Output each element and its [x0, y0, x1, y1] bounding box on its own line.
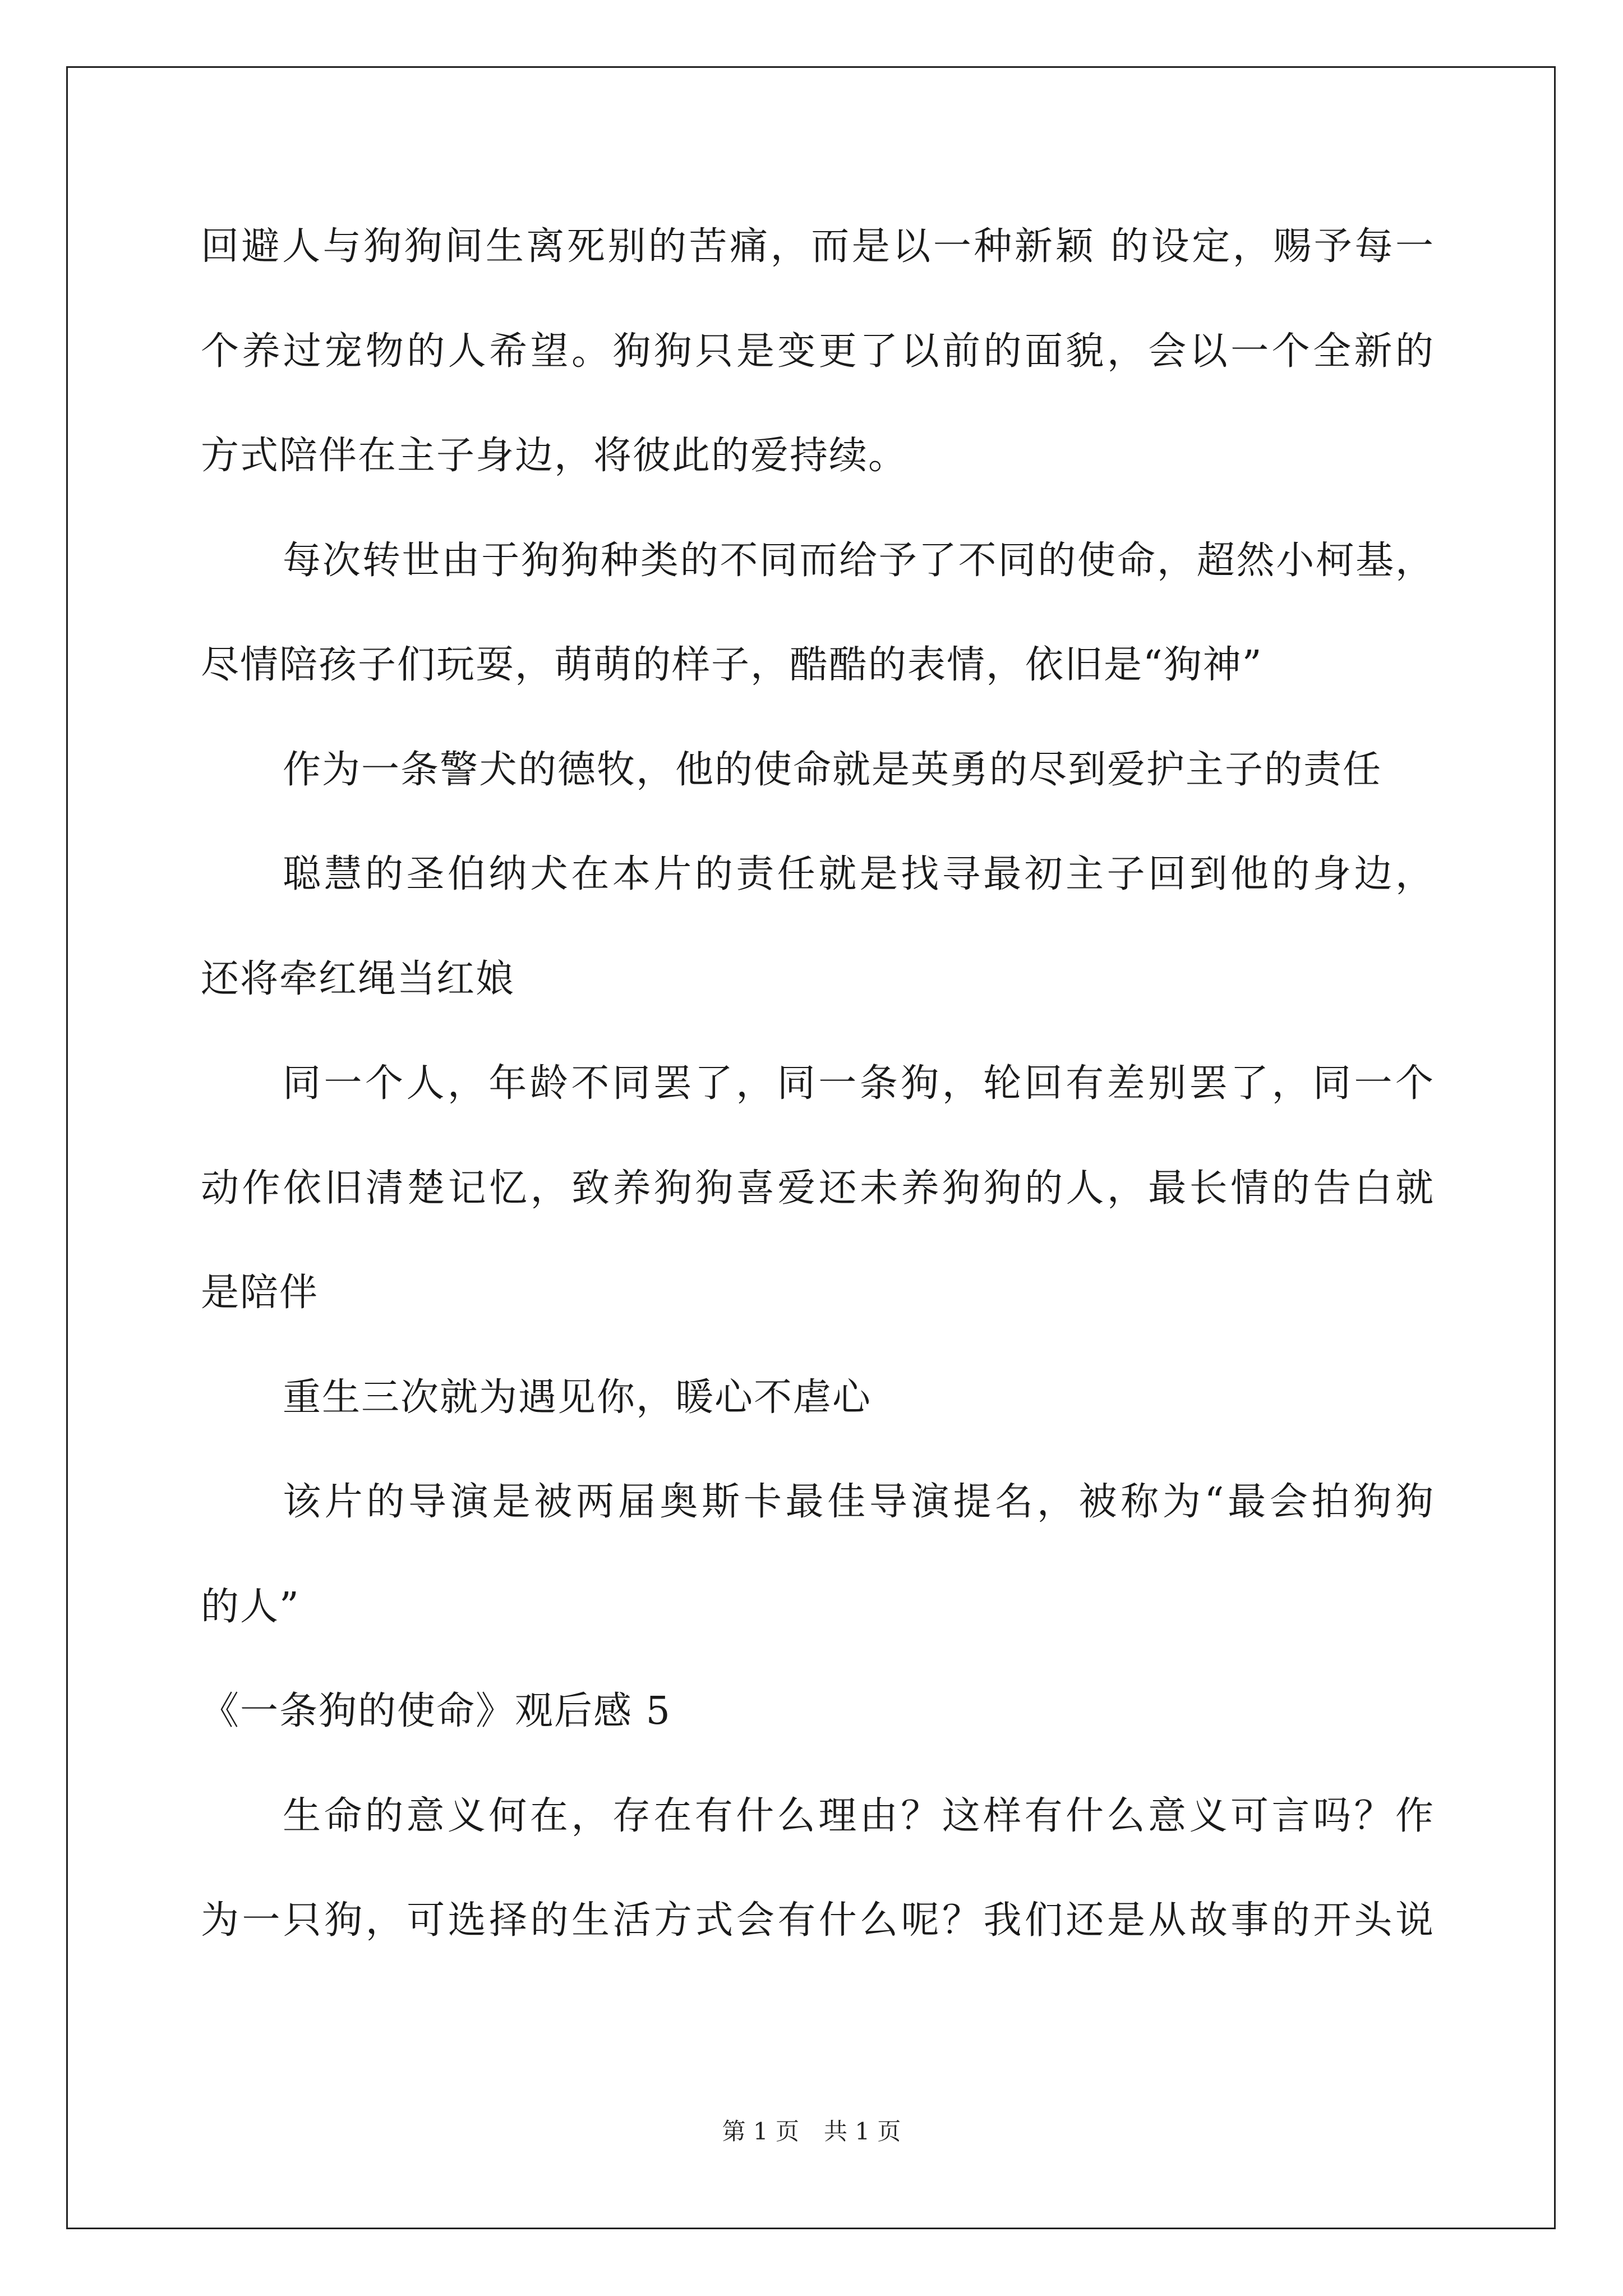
- paragraph-line: 每次转世由于狗狗种类的不同而给予了不同的使命，超然小柯基，: [283, 539, 1435, 583]
- text-line: 个养过宠物的人希望。狗狗只是变更了以前的面貌，会以一个全新的: [201, 329, 1435, 374]
- text-line: 是陪伴: [201, 1271, 319, 1315]
- paragraph-line: 作为一条警犬的德牧，他的使命就是英勇的尽到爱护主子的责任: [283, 748, 1382, 792]
- paragraph-line: 生命的意义何在，存在有什么理由？这样有什么意义可言吗？作: [283, 1794, 1435, 1838]
- text-line: 动作依旧清楚记忆，致养狗狗喜爱还未养狗狗的人，最长情的告白就: [201, 1166, 1435, 1211]
- paragraph-line: 聪慧的圣伯纳犬在本片的责任就是找寻最初主子回到他的身边，: [283, 852, 1435, 896]
- page-number: 第 1 页: [722, 2118, 799, 2145]
- page-total: 共 1 页: [824, 2118, 901, 2145]
- section-heading: 《一条狗的使命》观后感 5: [201, 1689, 671, 1733]
- text-line: 回避人与狗狗间生离死别的苦痛，而是以一种新颖 的设定，赐予每一: [201, 224, 1435, 269]
- paragraph-line: 重生三次就为遇见你，暖心不虐心: [283, 1375, 872, 1420]
- text-line: 为一只狗，可选择的生活方式会有什么呢？我们还是从故事的开头说: [201, 1898, 1435, 1943]
- paragraph-line: 同一个人，年龄不同罢了，同一条狗，轮回有差别罢了，同一个: [283, 1061, 1435, 1106]
- text-line: 还将牵红绳当红娘: [201, 957, 515, 1001]
- text-line: 尽情陪孩子们玩耍，萌萌的样子，酷酷的表情，依旧是“狗神”: [201, 643, 1263, 687]
- page-footer: [0, 2115, 1623, 2148]
- text-line: 的人”: [201, 1585, 300, 1629]
- paragraph-line: 该片的导演是被两届奥斯卡最佳导演提名，被称为“最会拍狗狗: [283, 1480, 1435, 1524]
- text-line: 方式陪伴在主子身边，将彼此的爱持续。: [201, 434, 908, 478]
